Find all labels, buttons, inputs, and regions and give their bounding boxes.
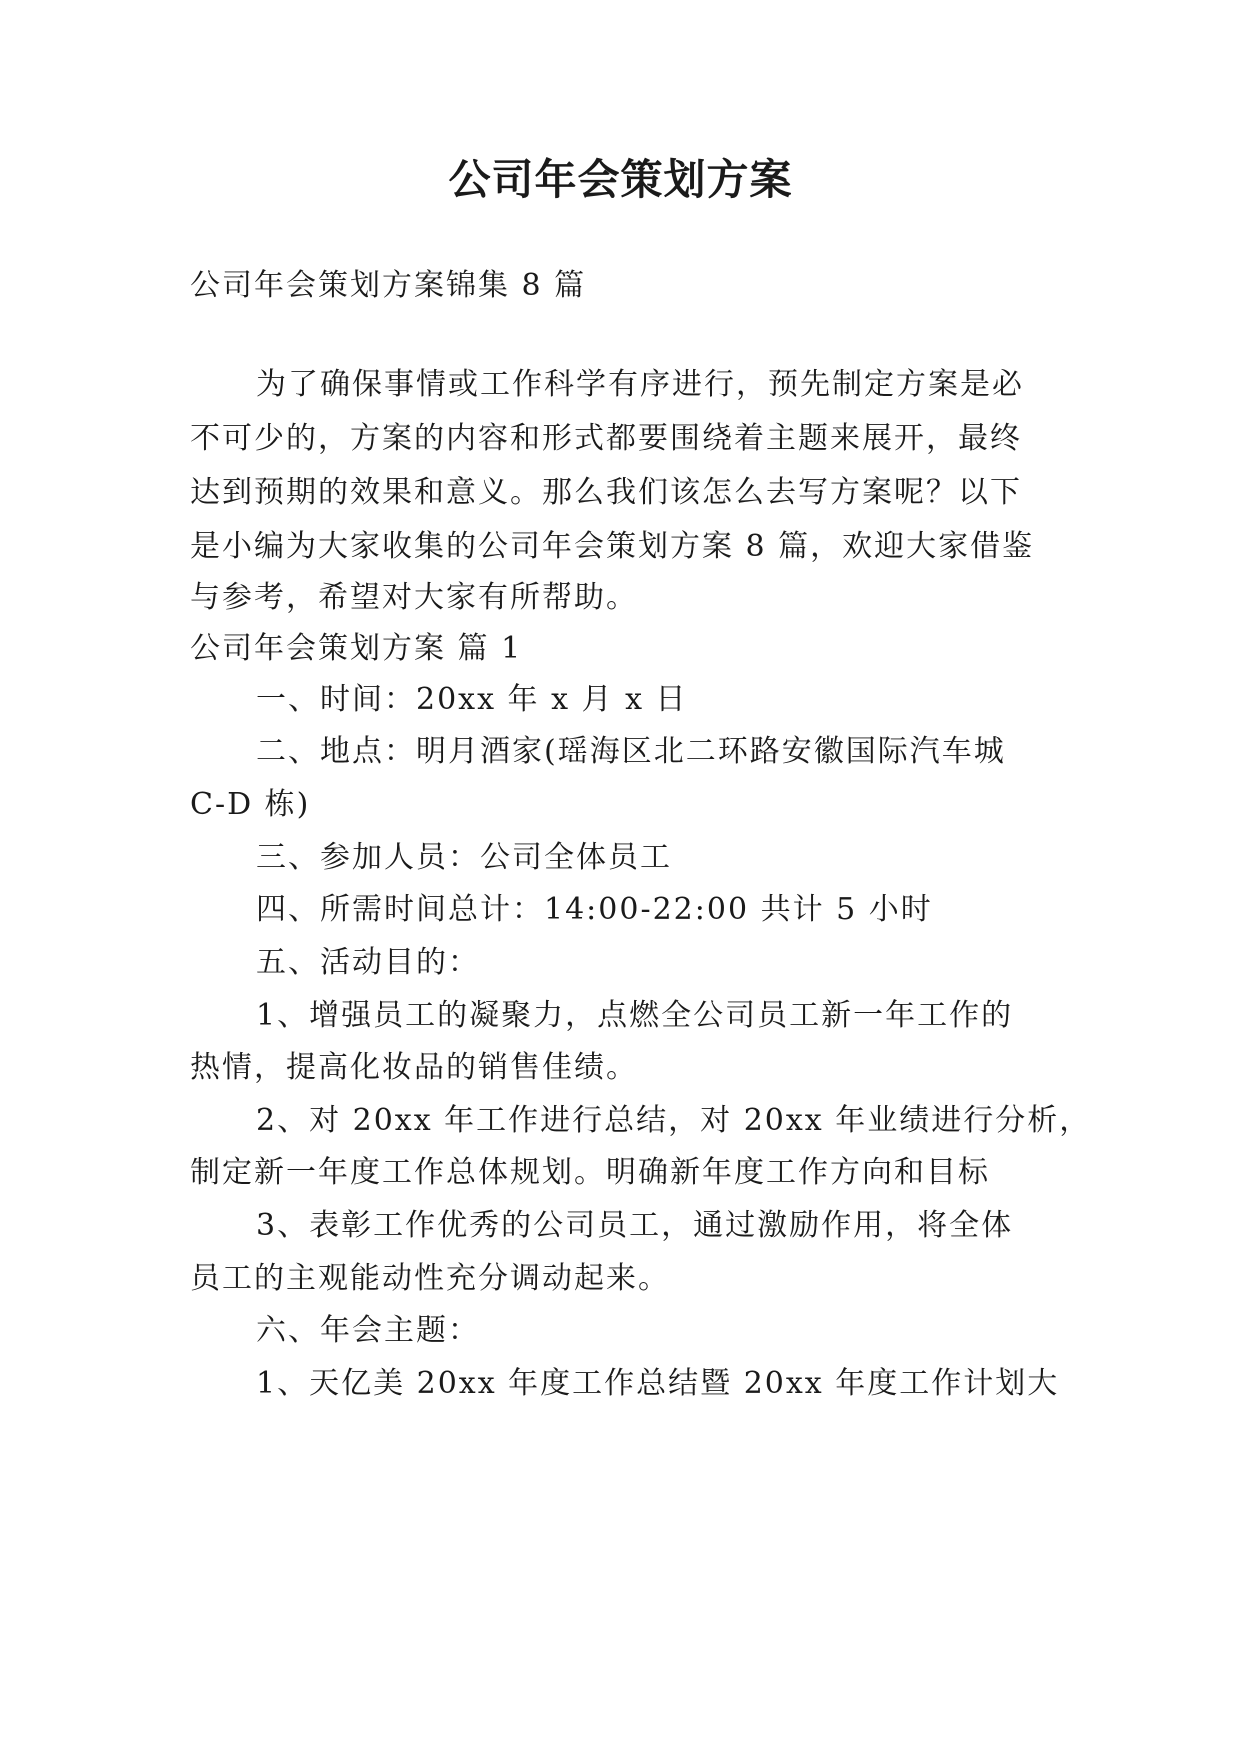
item-purpose: 五、活动目的： <box>256 945 480 980</box>
item-participants: 三、参加人员：公司全体员工 <box>256 840 672 875</box>
item-location-cont: C-D 栋) <box>190 787 311 822</box>
document-title: 公司年会策划方案 <box>448 155 793 204</box>
intro-line-5: 与参考，希望对大家有所帮助。 <box>190 580 638 615</box>
purpose-1: 1、增强员工的凝聚力，点燃全公司员工新一年工作的 <box>256 998 1014 1033</box>
document-subtitle: 公司年会策划方案锦集 8 篇 <box>190 268 587 303</box>
purpose-1-cont: 热情，提高化妆品的销售佳绩。 <box>190 1050 638 1085</box>
intro-line-2: 不可少的，方案的内容和形式都要围绕着主题来展开，最终 <box>190 421 1022 456</box>
item-location: 二、地点：明月酒家(瑶海区北二环路安徽国际汽车城 <box>256 734 1006 769</box>
intro-line-4: 是小编为大家收集的公司年会策划方案 8 篇，欢迎大家借鉴 <box>190 529 1035 564</box>
theme-1: 1、天亿美 20xx 年度工作总结暨 20xx 年度工作计划大 <box>256 1366 1060 1401</box>
item-theme: 六、年会主题： <box>256 1313 480 1348</box>
purpose-2-cont: 制定新一年度工作总体规划。明确新年度工作方向和目标 <box>190 1155 990 1190</box>
item-duration: 四、所需时间总计：14:00-22:00 共计 5 小时 <box>256 892 933 927</box>
section-heading-1: 公司年会策划方案 篇 1 <box>190 631 523 666</box>
intro-line-1: 为了确保事情或工作科学有序进行，预先制定方案是必 <box>256 367 1024 402</box>
intro-line-3: 达到预期的效果和意义。那么我们该怎么去写方案呢？以下 <box>190 475 1022 510</box>
purpose-2: 2、对 20xx 年工作进行总结，对 20xx 年业绩进行分析， <box>256 1103 1092 1138</box>
item-time: 一、时间：20xx 年 x 月 x 日 <box>256 682 688 717</box>
purpose-3: 3、表彰工作优秀的公司员工，通过激励作用，将全体 <box>256 1208 1014 1243</box>
purpose-3-cont: 员工的主观能动性充分调动起来。 <box>190 1261 670 1296</box>
